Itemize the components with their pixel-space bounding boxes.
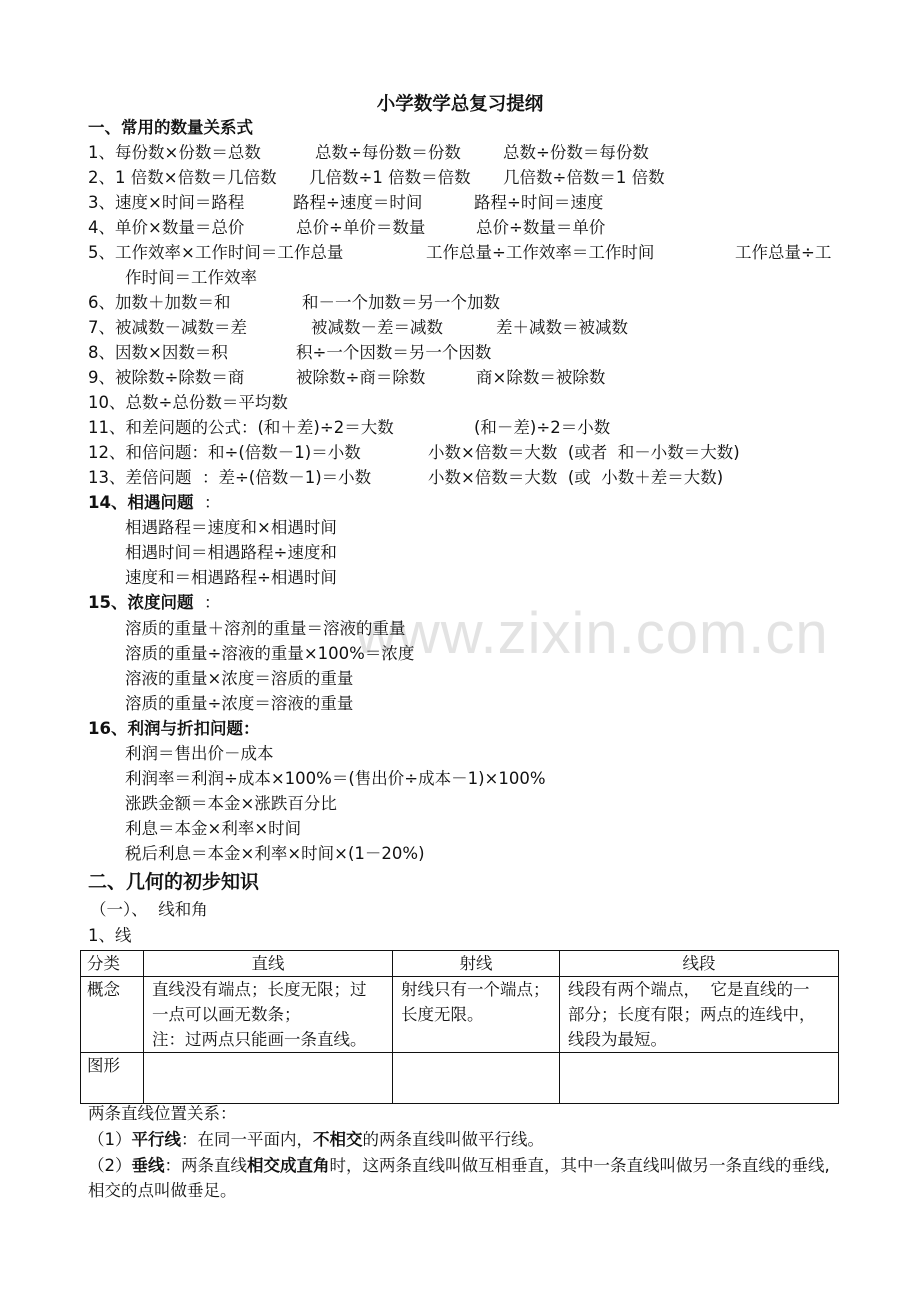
formula: 几倍数÷倍数＝1 倍数 bbox=[503, 168, 665, 187]
formula: 几倍数÷1 倍数＝倍数 bbox=[309, 168, 471, 187]
sub-line: 税后利息＝本金×利率×时间×(1－20%) bbox=[125, 844, 425, 863]
formula-line-3 bbox=[88, 191, 604, 215]
formula: 11、和差问题的公式：(和＋差)÷2＝大数 bbox=[88, 418, 394, 437]
heading-colon: ： bbox=[193, 593, 221, 612]
table-row bbox=[81, 1053, 839, 1104]
heading-15-label: 15、浓度问题 bbox=[88, 593, 194, 612]
table-cell bbox=[144, 977, 393, 1053]
table-header: 直线 bbox=[144, 951, 393, 977]
formula: 工作总量÷工作效率＝工作时间 bbox=[426, 243, 655, 262]
formula-line-4 bbox=[88, 216, 606, 240]
text: 的两条直线叫做平行线。 bbox=[362, 1130, 544, 1149]
formula-line-13 bbox=[88, 466, 724, 490]
formula: 商×除数＝被除数 bbox=[476, 368, 606, 387]
cell-line: 部分；长度有限；两点的连线中， bbox=[568, 1005, 816, 1024]
heading-15 bbox=[88, 591, 220, 615]
heading-16: 16、利润与折扣问题： bbox=[88, 719, 260, 738]
formula: 3、速度×时间＝路程 bbox=[88, 193, 245, 212]
cell-line: 线段为最短。 bbox=[568, 1030, 667, 1049]
formula: 7、被减数－减数＝差 bbox=[88, 318, 247, 337]
table-header: 射线 bbox=[393, 951, 560, 977]
sub-line: 相遇时间＝相遇路程÷速度和 bbox=[125, 543, 337, 562]
cell-line: 线段有两个端点， 它是直线的一 bbox=[568, 980, 810, 999]
sub-line: 涨跌金额＝本金×涨跌百分比 bbox=[125, 794, 337, 813]
section-heading-1: 一、常用的数量关系式 bbox=[88, 118, 253, 137]
heading-14-label: 14、相遇问题 bbox=[88, 493, 194, 512]
table-header: 分类 bbox=[81, 951, 144, 977]
formula: 总数÷份数＝每份数 bbox=[503, 143, 649, 162]
table-cell bbox=[393, 1053, 560, 1104]
perpendicular-definition bbox=[88, 1153, 838, 1203]
table-row bbox=[81, 977, 839, 1053]
table-row-label: 概念 bbox=[81, 977, 144, 1053]
formula: 积÷一个因数＝另一个因数 bbox=[296, 343, 492, 362]
sub-line: 相遇路程＝速度和×相遇时间 bbox=[125, 518, 337, 537]
term: 平行线 bbox=[131, 1130, 181, 1149]
formula: (和－差)÷2＝小数 bbox=[474, 418, 611, 437]
table-cell bbox=[393, 977, 560, 1053]
formula-line-5 bbox=[88, 241, 832, 265]
formula-line-11 bbox=[88, 416, 611, 440]
list-number: （2） bbox=[88, 1156, 132, 1175]
line-comparison-table bbox=[80, 950, 839, 1104]
formula: 差＋减数＝被减数 bbox=[496, 318, 628, 337]
formula: 总数÷每份数＝份数 bbox=[315, 143, 461, 162]
formula-line-2 bbox=[88, 166, 665, 190]
table-header: 线段 bbox=[560, 951, 839, 977]
formula: 8、因数×因数＝积 bbox=[88, 343, 228, 362]
sub-line: 速度和＝相遇路程÷相遇时间 bbox=[125, 568, 337, 587]
formula-line-10: 10、总数÷总份数＝平均数 bbox=[88, 393, 288, 412]
formula: 4、单价×数量＝总价 bbox=[88, 218, 245, 237]
cell-line: 注：过两点只能画一条直线。 bbox=[152, 1030, 367, 1049]
term: 相交成直角 bbox=[247, 1156, 330, 1175]
formula-line-6 bbox=[88, 291, 500, 315]
formula: 2、1 倍数×倍数＝几倍数 bbox=[88, 168, 277, 187]
formula: 小数×倍数＝大数 (或 小数＋差＝大数) bbox=[428, 468, 724, 487]
formula: 5、工作效率×工作时间＝工作总量 bbox=[88, 243, 344, 262]
text: 时，这两条直线叫做互相垂直，其中一条直线叫做另一条直线的垂线,相交的点叫做垂足。 bbox=[88, 1156, 830, 1200]
sub-line: 溶液的重量×浓度＝溶质的重量 bbox=[125, 669, 354, 688]
text: ：两条直线 bbox=[164, 1156, 247, 1175]
sub-line: 溶质的重量＋溶剂的重量＝溶液的重量 bbox=[125, 619, 406, 638]
table-cell bbox=[144, 1053, 393, 1104]
table-cell bbox=[560, 977, 839, 1053]
subsection-heading: （一）、 线和角 bbox=[90, 900, 208, 919]
item-heading: 1、线 bbox=[88, 926, 132, 945]
table-cell bbox=[560, 1053, 839, 1104]
table-header-row bbox=[81, 951, 839, 977]
formula: 1、每份数×份数＝总数 bbox=[88, 143, 261, 162]
formula-line-5-cont: 作时间＝工作效率 bbox=[125, 268, 257, 287]
formula: 小数×倍数＝大数 (或者 和－小数＝大数) bbox=[428, 443, 740, 462]
formula: 工作总量÷工 bbox=[735, 243, 832, 262]
heading-14 bbox=[88, 491, 220, 515]
section-heading-2: 二、几何的初步知识 bbox=[88, 871, 260, 893]
cell-line: 一点可以画无数条； bbox=[152, 1005, 301, 1024]
formula: 总价÷单价＝数量 bbox=[296, 218, 426, 237]
formula-line-12 bbox=[88, 441, 740, 465]
cell-line: 射线只有一个端点； bbox=[401, 980, 550, 999]
list-number: （1） bbox=[88, 1130, 132, 1149]
formula-line-8 bbox=[88, 341, 492, 365]
cell-line: 直线没有端点；长度无限；过 bbox=[152, 980, 367, 999]
relation-heading: 两条直线位置关系： bbox=[88, 1104, 237, 1123]
sub-line: 溶质的重量÷溶液的重量×100%＝浓度 bbox=[125, 644, 415, 663]
formula: 13、差倍问题 ：差÷(倍数－1)＝小数 bbox=[88, 468, 372, 487]
watermark: www.zixin.com.cn bbox=[355, 601, 829, 666]
page-title: 小学数学总复习提纲 bbox=[376, 94, 544, 115]
term: 不相交 bbox=[313, 1130, 363, 1149]
table-row-label: 图形 bbox=[81, 1053, 144, 1104]
formula: 总价÷数量＝单价 bbox=[476, 218, 606, 237]
formula: 9、被除数÷除数＝商 bbox=[88, 368, 245, 387]
formula-line-7 bbox=[88, 316, 628, 340]
sub-line: 利润＝售出价－成本 bbox=[125, 744, 274, 763]
formula: 12、和倍问题：和÷(倍数－1)＝小数 bbox=[88, 443, 361, 462]
formula: 6、加数＋加数＝和 bbox=[88, 293, 231, 312]
formula: 路程÷时间＝速度 bbox=[474, 193, 604, 212]
sub-line: 利润率＝利润÷成本×100%＝(售出价÷成本－1)×100% bbox=[125, 769, 546, 788]
parallel-line-definition bbox=[88, 1128, 544, 1152]
sub-line: 利息＝本金×利率×时间 bbox=[125, 819, 302, 838]
sub-line: 溶质的重量÷浓度＝溶液的重量 bbox=[125, 694, 354, 713]
heading-colon: ： bbox=[193, 493, 221, 512]
formula: 和－一个加数＝另一个加数 bbox=[302, 293, 500, 312]
formula-line-1 bbox=[88, 141, 649, 165]
formula: 被除数÷商＝除数 bbox=[296, 368, 426, 387]
formula-line-9 bbox=[88, 366, 606, 390]
text: ：在同一平面内， bbox=[181, 1130, 313, 1149]
cell-line: 长度无限。 bbox=[401, 1005, 484, 1024]
formula: 被减数－差＝减数 bbox=[311, 318, 443, 337]
term: 垂线 bbox=[131, 1156, 165, 1175]
formula: 路程÷速度＝时间 bbox=[293, 193, 423, 212]
